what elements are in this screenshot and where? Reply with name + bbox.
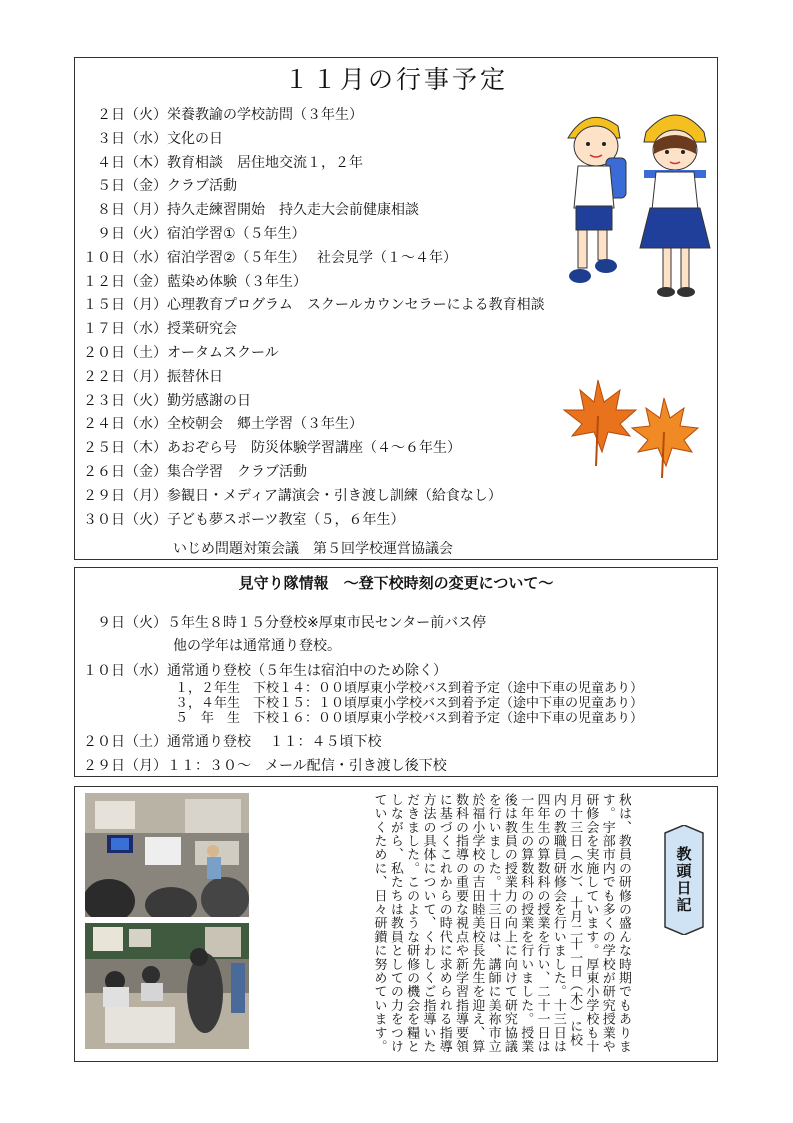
watch-date: ２９日（月） <box>83 758 167 774</box>
schedule-item <box>79 390 545 414</box>
schedule-date: １０日（水） <box>83 249 167 266</box>
schedule-event: 参観日・メディア講演会・引き渡し訓練（給食なし） <box>167 487 502 504</box>
schedule-event: 勤労感謝の日 <box>167 392 251 409</box>
schedule-date: ５日（金） <box>97 178 167 195</box>
schedule-event: オータムスクール <box>167 344 279 361</box>
maple-leaves-illustration <box>560 370 705 480</box>
watch-row-10 <box>79 660 447 680</box>
watch-grade-line: ５ 年 生 下校１６：００頃厚東小学校バス到着予定（途中下車の児童あり） <box>175 711 644 726</box>
schedule-event: 授業研究会 <box>167 321 237 338</box>
schedule-date: ２３日（火） <box>83 392 167 409</box>
schedule-event: 持久走練習開始 持久走大会前健康相談 <box>167 202 419 219</box>
watch-text: 通常通り登校 １１：４５頃下校 <box>167 734 382 750</box>
schedule-item <box>79 128 545 152</box>
diary-section <box>74 786 718 1062</box>
schedule-item <box>79 175 545 199</box>
girl-figure <box>640 115 710 297</box>
schedule-event: 振替休日 <box>167 368 223 385</box>
schedule-item <box>79 366 545 390</box>
schedule-event: クラブ活動 <box>167 178 237 195</box>
schedule-list <box>79 104 545 532</box>
schedule-title: １１月の行事予定 <box>283 65 508 94</box>
schedule-event: 集合学習 クラブ活動 <box>167 463 307 480</box>
schedule-date: ４日（木） <box>97 154 167 171</box>
schedule-event: 心理教育プログラム スクールカウンセラーによる教育相談 <box>167 297 545 314</box>
schedule-date: １５日（月） <box>83 297 167 314</box>
schedule-date: ２２日（月） <box>83 368 167 385</box>
watch-date: ２０日（土） <box>83 734 167 750</box>
watch-text: 通常通り登校（５年生は宿泊中のため除く） <box>167 663 447 679</box>
watch-row-9 <box>79 612 486 632</box>
watch-grade-line: １，２年生 下校１４：００頃厚東小学校バス到着予定（途中下車の児童あり） <box>175 681 644 696</box>
classroom-photo-2 <box>85 923 249 1049</box>
schedule-item <box>79 223 545 247</box>
schedule-event: あおぞら号 防災体験学習講座（４～６年生） <box>167 440 461 457</box>
schedule-item <box>79 104 545 128</box>
schedule-date: ３日（水） <box>97 130 167 147</box>
watch-text: ５年生８時１５分登校※厚東市民センター前バス停 <box>167 615 487 631</box>
schedule-event: 全校朝会 郷土学習（３年生） <box>167 416 363 433</box>
schedule-item <box>79 271 545 295</box>
boy-figure <box>568 117 626 283</box>
watch-subtext: 他の学年は通常通り登校。 <box>173 638 341 654</box>
diary-badge <box>661 825 707 935</box>
schedule-item <box>79 437 545 461</box>
schedule-item <box>79 509 545 533</box>
schedule-item <box>79 152 545 176</box>
maple-leaf-icon <box>632 398 698 478</box>
schedule-continuation: いじめ問題対策会議 第５回学校運営協議会 <box>173 541 453 557</box>
schedule-date: ２５日（木） <box>83 440 167 457</box>
diary-badge-label: 教頭日記 <box>674 846 693 914</box>
schedule-item <box>79 485 545 509</box>
schedule-item <box>79 318 545 342</box>
schedule-date: ２日（火） <box>97 107 167 123</box>
schedule-item <box>79 294 545 318</box>
schedule-item <box>79 199 545 223</box>
watch-grade-line: ３，４年生 下校１５：１０頃厚東小学校バス到着予定（途中下車の児童あり） <box>175 696 644 711</box>
schedule-date: ８日（月） <box>97 202 167 219</box>
schedule-date: ２６日（金） <box>83 463 167 480</box>
watch-text: １１：３０～ メール配信・引き渡し後下校 <box>167 758 447 774</box>
watch-title: 見守り隊情報 ～登下校時刻の変更について～ <box>238 574 554 592</box>
watch-row-20 <box>79 731 381 751</box>
schedule-event: 子ども夢スポーツ教室（５，６年生） <box>167 511 405 528</box>
watch-date: ９日（火） <box>97 615 167 631</box>
schedule-date: １２日（金） <box>83 273 167 290</box>
schedule-item <box>79 461 545 485</box>
children-illustration <box>560 98 718 298</box>
watch-row-29 <box>79 755 447 775</box>
schedule-event: 宿泊学習②（５年生） 社会見学（１～４年） <box>167 249 457 266</box>
schedule-date: ９日（火） <box>97 225 167 242</box>
schedule-item <box>79 413 545 437</box>
schedule-event: 教育相談 居住地交流１，２年 <box>167 154 363 171</box>
schedule-event: 栄養教諭の学校訪問（３年生） <box>167 107 363 123</box>
schedule-event: 宿泊学習①（５年生） <box>167 225 306 242</box>
diary-body-text: 秋は、教員の研修の盛んな時期でもあります。宇部市内でも多くの学校が研究授業や研修会を実施しています。厚東小学校も十月十三日（水）、十月二十一日（木）に校内の教職員研修会を行いました。十三日は四年生の算数科の授業を行い、二十一日は一年生の算数科の授業を行いました。授業後は教員の授業力の向上に向けて研究協議を行いました。十三日は、講師に美祢市立於福小学校の吉田睦美校長先生を迎え、算数科の指導の重要な視点や新学習指導要領に基づくこれからの時代に求められる指導方法の具体について、くわしくご指導いただきました。このような研修の機会を糧としながら、私たちは教員としての力をつけていくために、日々研鑚に努めています。 <box>371 793 631 1054</box>
watch-section <box>74 567 718 777</box>
schedule-section <box>74 57 718 560</box>
maple-leaf-icon <box>564 380 636 466</box>
schedule-date: ３０日（火） <box>83 511 167 528</box>
schedule-event: 文化の日 <box>167 130 223 147</box>
schedule-item <box>79 342 545 366</box>
watch-date: １０日（水） <box>83 663 167 679</box>
classroom-photo-1 <box>85 793 249 917</box>
schedule-item <box>79 247 545 271</box>
schedule-date: ２０日（土） <box>83 344 167 361</box>
schedule-date: １７日（水） <box>83 321 167 338</box>
schedule-date: ２４日（水） <box>83 416 167 433</box>
schedule-date: ２９日（月） <box>83 487 167 504</box>
schedule-event: 藍染め体験（３年生） <box>167 273 307 290</box>
